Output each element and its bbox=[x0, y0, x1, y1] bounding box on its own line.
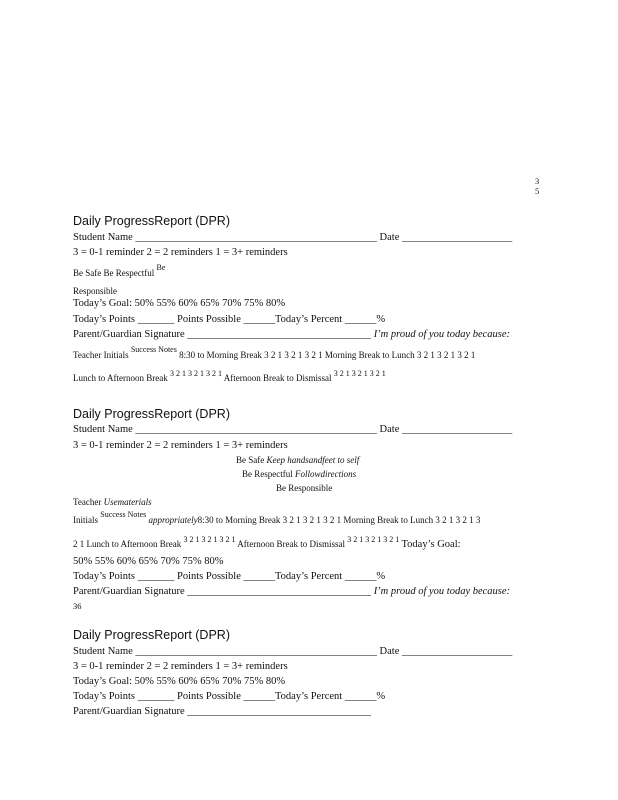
form1-afternoon-label: Afternoon Break to Dismissal bbox=[223, 373, 332, 383]
form2-teacher: Teacher bbox=[73, 497, 102, 507]
form1-lunch-scores: 3 2 1 3 2 1 3 2 1 bbox=[169, 369, 222, 378]
form2-afternoon-scores: 3 2 1 3 2 1 3 2 1 bbox=[347, 535, 400, 544]
form3-points-line: Today’s Points _______ Points Possible ______Today’s Percent ______% bbox=[73, 691, 386, 702]
form2-be-safe-label: Be Safe bbox=[236, 455, 265, 465]
form3-parent-signature: Parent/Guardian Signature ___________________________________ bbox=[73, 706, 372, 717]
form1-success-notes: Success Notes bbox=[130, 345, 177, 354]
form3-title: Daily ProgressReport (DPR) bbox=[73, 628, 230, 642]
form1-student-date-line: Student Name ______________________________________________ Date _____________________ bbox=[73, 232, 513, 243]
form2-todays-goal-label: Today’s Goal: bbox=[401, 539, 461, 550]
form1-points-line: Today’s Points _______ Points Possible ______Today’s Percent ______% bbox=[73, 314, 386, 325]
form2-teacher-line bbox=[73, 497, 152, 507]
form3-goal-line: Today’s Goal: 50% 55% 60% 65% 70% 75% 80% bbox=[73, 676, 286, 687]
form2-be-respectful-note: Followdirections bbox=[295, 469, 357, 479]
form2-parent-signature: Parent/Guardian Signature ___________________________________ bbox=[73, 586, 372, 597]
form2-be-safe bbox=[236, 455, 359, 465]
form2-goal-values: 50% 55% 60% 65% 70% 75% 80% bbox=[73, 556, 224, 567]
form2-parent-line bbox=[73, 586, 510, 597]
form1-proud-text: I’m proud of you today because: bbox=[373, 329, 511, 340]
page-number-digit-1: 3 bbox=[535, 176, 540, 186]
page-number-digit-2: 5 bbox=[535, 186, 540, 196]
form2-afternoon-label: Afternoon Break to Dismissal bbox=[237, 539, 345, 549]
form1-expectations-sup: Be bbox=[156, 263, 166, 272]
form2-proud-text: I’m proud of you today because: bbox=[373, 586, 511, 597]
form2-initials: Initials bbox=[73, 515, 98, 525]
form1-lunch-label: Lunch to Afternoon Break bbox=[73, 373, 168, 383]
form2-use-materials: Usematerials bbox=[103, 497, 152, 507]
form3-student-date-line: Student Name ______________________________________________ Date _____________________ bbox=[73, 646, 513, 657]
form2-schedule-row1: 8:30 to Morning Break 3 2 1 3 2 1 3 2 1 Morning Break to Lunch 3 2 1 3 2 1 3 bbox=[197, 515, 481, 525]
form1-scale-line: 3 = 0-1 reminder 2 = 2 reminders 1 = 3+ reminders bbox=[73, 247, 288, 258]
form1-expectations-text: Be Safe Be Respectful bbox=[73, 268, 155, 278]
form2-success-notes: Success Notes bbox=[100, 510, 147, 519]
form1-goal-line: Today’s Goal: 50% 55% 60% 65% 70% 75% 80% bbox=[73, 298, 286, 309]
form2-be-respectful bbox=[242, 469, 356, 479]
form2-page-number: 36 bbox=[73, 601, 82, 611]
form2-be-respectful-label: Be Respectful bbox=[242, 469, 293, 479]
form2-scale-line: 3 = 0-1 reminder 2 = 2 reminders 1 = 3+ reminders bbox=[73, 440, 288, 451]
form2-be-responsible: Be Responsible bbox=[276, 483, 333, 493]
form2-title: Daily ProgressReport (DPR) bbox=[73, 407, 230, 421]
form1-parent-line bbox=[73, 329, 510, 340]
form1-responsible: Responsible bbox=[73, 286, 117, 296]
form3-scale-line: 3 = 0-1 reminder 2 = 2 reminders 1 = 3+ reminders bbox=[73, 661, 288, 672]
form1-row2 bbox=[73, 369, 386, 383]
form2-lunch-scores: 3 2 1 3 2 1 3 2 1 bbox=[183, 535, 236, 544]
form2-points-line: Today’s Points _______ Points Possible ______Today’s Percent ______% bbox=[73, 571, 386, 582]
form2-row2 bbox=[73, 535, 461, 550]
form2-lunch-label: 2 1 Lunch to Afternoon Break bbox=[73, 539, 182, 549]
form1-teacher-initials: Teacher Initials bbox=[73, 350, 129, 360]
form2-student-date-line: Student Name ______________________________________________ Date _____________________ bbox=[73, 424, 513, 435]
form2-be-safe-note: Keep handsandfeet to self bbox=[266, 455, 360, 465]
form1-expectations bbox=[73, 263, 166, 278]
form1-title: Daily ProgressReport (DPR) bbox=[73, 214, 230, 228]
form1-afternoon-scores: 3 2 1 3 2 1 3 2 1 bbox=[333, 369, 386, 378]
form2-appropriately: appropriately bbox=[148, 515, 198, 525]
form1-schedule-row1: 8:30 to Morning Break 3 2 1 3 2 1 3 2 1 Morning Break to Lunch 3 2 1 3 2 1 3 2 1 bbox=[179, 350, 476, 360]
form1-parent-signature: Parent/Guardian Signature ___________________________________ bbox=[73, 329, 372, 340]
form2-row1 bbox=[73, 510, 481, 525]
form1-row1 bbox=[73, 345, 476, 360]
